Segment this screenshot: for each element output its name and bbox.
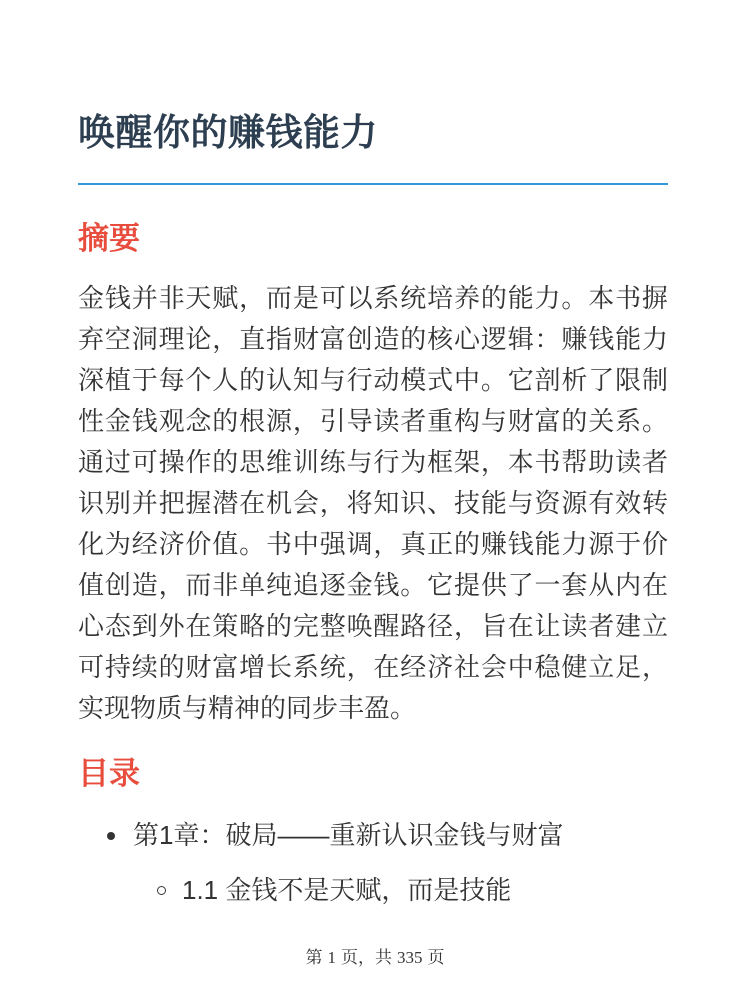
- page-number: 1: [327, 948, 336, 967]
- abstract-line: 化为经济价值。书中强调，真正的赚钱能力源于价: [78, 529, 668, 559]
- toc-list: [78, 815, 668, 911]
- page-title: 唤醒你的赚钱能力: [78, 112, 378, 153]
- abstract-line: 可持续的财富增长系统，在经济社会中稳健立足，: [78, 652, 668, 682]
- abstract-line: 值创造，而非单纯追逐金钱。它提供了一套从内在: [78, 570, 668, 600]
- toc-item-section-1-1: [78, 870, 668, 911]
- abstract-line: 弃空洞理论，直指财富创造的核心逻辑：赚钱能力: [78, 324, 668, 354]
- toc-item-label: 第1章：破局——重新认识金钱与财富: [133, 820, 564, 850]
- title-divider: [78, 183, 668, 185]
- abstract-heading: 摘要: [78, 221, 140, 256]
- document-content: [78, 0, 668, 911]
- toc-item-chapter-1: [78, 815, 668, 856]
- abstract-line: 实现物质与精神的同步丰盈。: [78, 693, 417, 723]
- toc-heading: 目录: [78, 756, 140, 791]
- footer-label-suffix: 页: [427, 948, 445, 967]
- abstract-line: 性金钱观念的根源，引导读者重构与财富的关系。: [78, 406, 668, 436]
- abstract-line: 金钱并非天赋，而是可以系统培养的能力。本书摒: [78, 283, 668, 313]
- abstract-line: 心态到外在策略的完整唤醒路径，旨在让读者建立: [78, 611, 668, 641]
- abstract-paragraph: [78, 278, 668, 729]
- total-pages: 335: [397, 948, 423, 967]
- abstract-line: 通过可操作的思维训练与行为框架，本书帮助读者: [78, 447, 668, 477]
- bullet-circle-icon: [157, 886, 166, 895]
- bullet-disc-icon: [107, 832, 115, 840]
- abstract-line: 深植于每个人的认知与行动模式中。它剖析了限制: [78, 365, 668, 395]
- abstract-line: 识别并把握潜在机会，将知识、技能与资源有效转: [78, 488, 668, 518]
- footer-label-middle: 页，共: [341, 948, 392, 967]
- toc-item-label: 1.1 金钱不是天赋，而是技能: [182, 875, 512, 905]
- page-footer: [0, 946, 750, 970]
- footer-label-prefix: 第: [305, 948, 323, 967]
